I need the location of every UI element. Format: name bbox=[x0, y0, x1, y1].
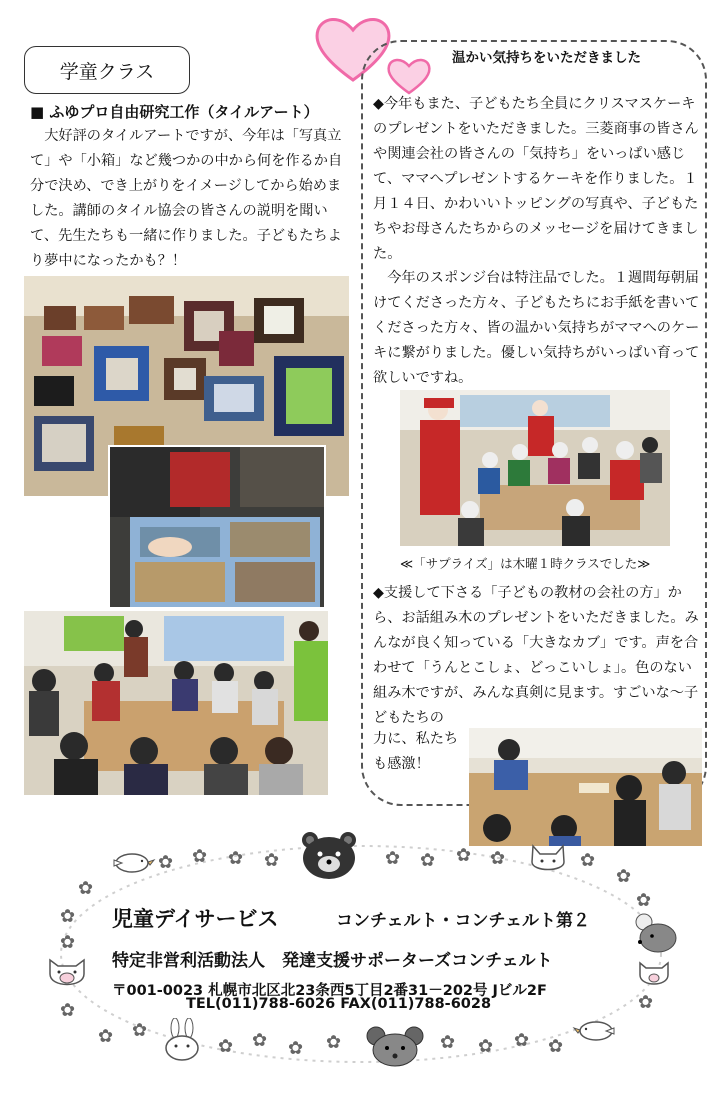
flower-icon: ✿ bbox=[98, 1026, 114, 1047]
flower-icon: ✿ bbox=[440, 1032, 456, 1053]
flower-icon: ✿ bbox=[158, 852, 174, 873]
rabbit-face-icon bbox=[162, 1018, 202, 1062]
address: 〒001-0023 札幌市北区北23条西5丁目2番31－202号 Jビル2F bbox=[112, 983, 547, 999]
flower-icon: ✿ bbox=[132, 1020, 148, 1041]
flower-icon: ✿ bbox=[514, 1030, 530, 1051]
pig-face-icon bbox=[44, 956, 90, 992]
bird-icon bbox=[110, 850, 156, 874]
wooden-puzzle-paragraph-end: 力に、私たちも感激！ bbox=[373, 731, 459, 772]
flower-icon: ✿ bbox=[490, 848, 506, 869]
mouse-face-icon bbox=[366, 1022, 424, 1068]
flower-icon: ✿ bbox=[60, 1000, 76, 1021]
flower-icon: ✿ bbox=[385, 848, 401, 869]
flower-icon: ✿ bbox=[264, 850, 280, 871]
wooden-blocks-photo bbox=[469, 728, 702, 846]
tile-bins-photo bbox=[108, 445, 326, 609]
organization-name: 特定非営利活動法人 発達支援サポーターズコンチェルト bbox=[112, 951, 553, 971]
flower-icon: ✿ bbox=[60, 932, 76, 953]
flower-icon: ✿ bbox=[616, 866, 632, 887]
facility-names: コンチェルト・コンチェルト第２ bbox=[336, 911, 590, 931]
flower-icon: ✿ bbox=[548, 1036, 564, 1057]
cat-face-icon bbox=[528, 842, 568, 876]
section-subheading: ■ ふゆプロ自由研究工作（タイルアート） bbox=[30, 103, 319, 121]
mouse-face-icon bbox=[630, 912, 680, 956]
flower-icon: ✿ bbox=[60, 906, 76, 927]
tile-art-paragraph: 大好評のタイルアートですが、今年は「写真立て」や「小箱」など幾つかの中から何を作るか自分で決め、でき上がりをイメージしてから始めました。講師のタイル協会の皆さんの説明を聞いて、先生たちも一緒に作りました。子どもたちより夢中になったかも？！ bbox=[30, 128, 343, 269]
bear-face-icon bbox=[298, 830, 360, 880]
class-title: 学童クラス bbox=[24, 46, 190, 94]
flower-icon: ✿ bbox=[192, 846, 208, 867]
service-name: 児童デイサービス bbox=[112, 907, 279, 931]
sponge-cake-paragraph: 今年のスポンジ台は特注品でした。１週間毎朝届けてくださった方々、子どもたちにお手紙を書いてくださった方々、皆の温かい気持ちがママへのケーキに繋がりました。優しい気持ちがいっぱい育って欲しいですね。 bbox=[373, 270, 700, 386]
wooden-puzzle-paragraph: ◆支援して下さる「子どもの教材の会社の方」から、お話組み木のプレゼントをいただきました。みんなが良く知っている「大きなカブ」です。声を合わせて「うんとこしょ、どっこいしょ」。色のない組み木ですが、みんな真剣に見ます。すごいな～子どもたちの bbox=[373, 585, 699, 726]
flower-icon: ✿ bbox=[638, 992, 654, 1013]
flower-icon: ✿ bbox=[218, 1036, 234, 1057]
phone-fax: TEL(011)788-6026 FAX(011)788-6028 bbox=[186, 996, 492, 1012]
photo-caption: ≪「サプライズ」は木曜１時クラスでした≫ bbox=[400, 556, 651, 571]
flower-icon: ✿ bbox=[288, 1038, 304, 1059]
right-heading: 温かい気持ちをいただきました bbox=[452, 50, 641, 66]
flower-icon: ✿ bbox=[326, 1032, 342, 1053]
bird-icon bbox=[572, 1018, 618, 1042]
flower-icon: ✿ bbox=[478, 1036, 494, 1057]
flower-icon: ✿ bbox=[456, 845, 472, 866]
santa-surprise-photo bbox=[400, 390, 670, 546]
christmas-cake-paragraph: ◆今年もまた、子どもたち全員にクリスマスケーキのプレゼントをいただきました。三菱商事の皆さんや関連会社の皆さんの「気持ち」をいっぱい感じて、ママへプレゼントするケーキを作りました。１月１４日、かわいいトッピングの写真や、子どもたちやお母さんたちからのメッセージを届けてきました。 bbox=[373, 96, 699, 262]
flower-icon: ✿ bbox=[228, 848, 244, 869]
classroom-photo bbox=[24, 611, 328, 795]
flower-icon: ✿ bbox=[636, 890, 652, 911]
flower-icon: ✿ bbox=[420, 850, 436, 871]
flower-icon: ✿ bbox=[252, 1030, 268, 1051]
pig-face-icon bbox=[636, 960, 672, 990]
flower-icon: ✿ bbox=[78, 878, 94, 899]
flower-icon: ✿ bbox=[580, 850, 596, 871]
